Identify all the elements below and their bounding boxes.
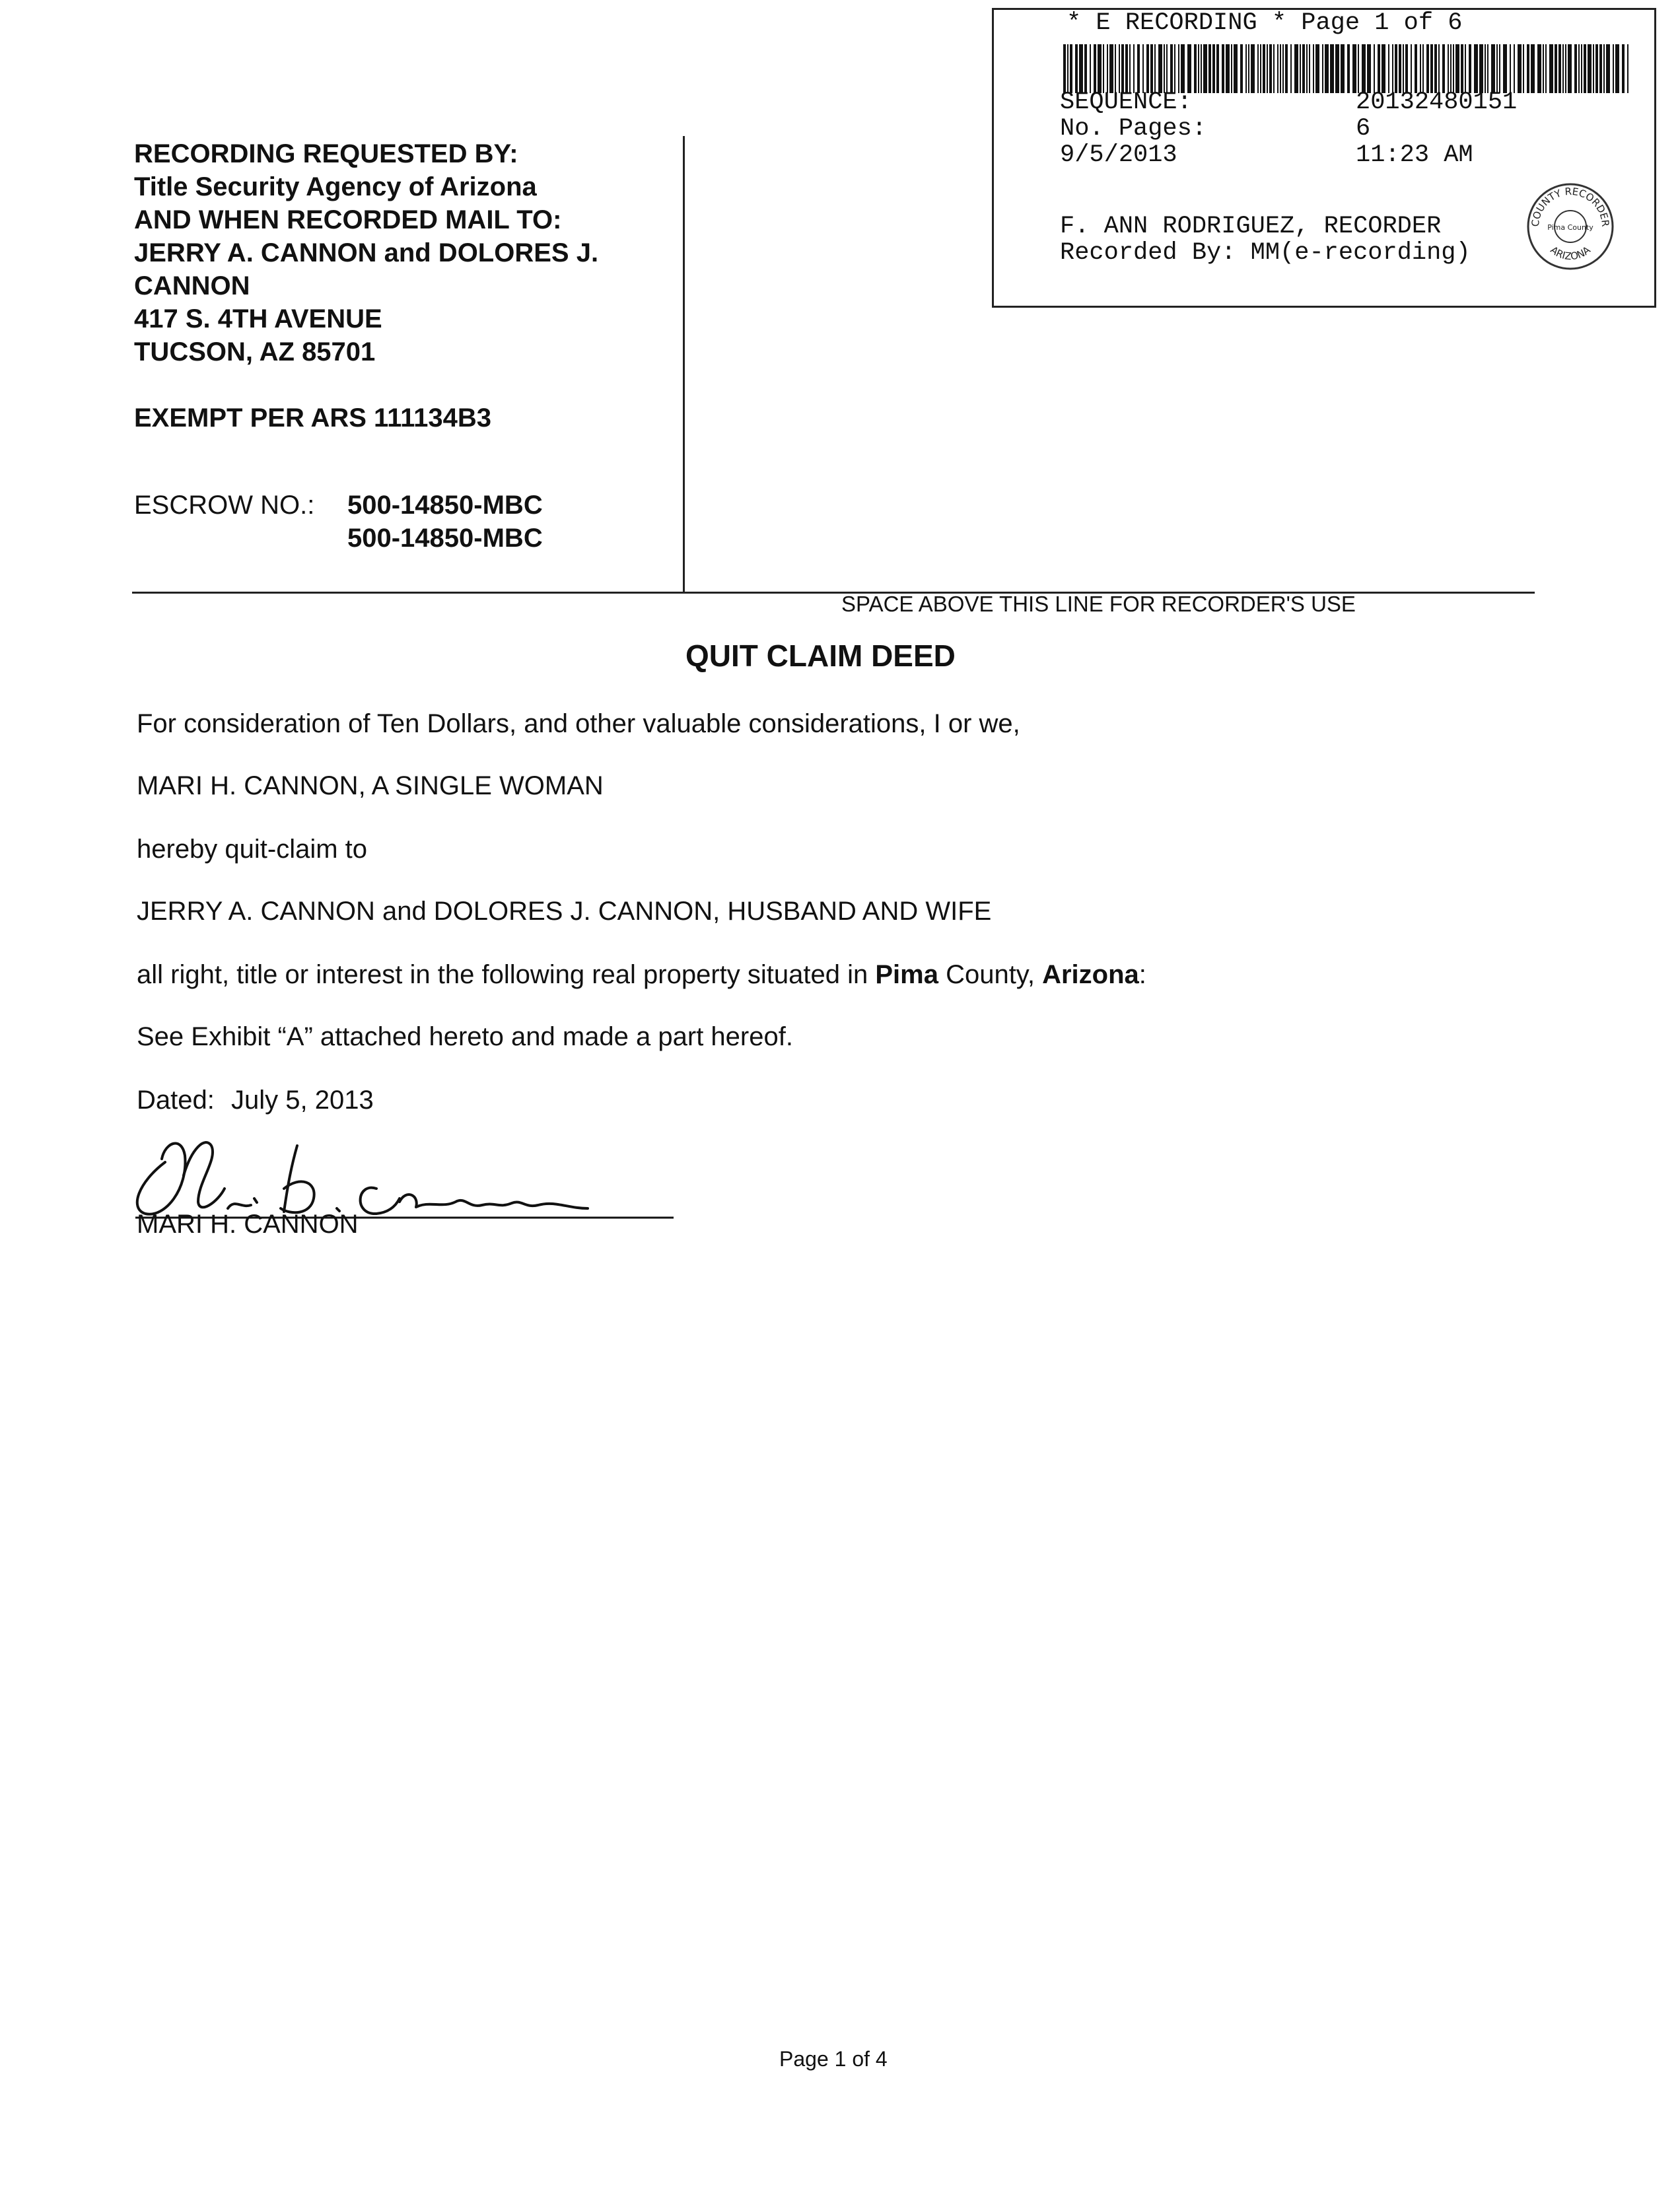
svg-text:COUNTY RECORDER <box>1529 186 1611 227</box>
pages-value: 6 <box>1356 115 1371 143</box>
mail-to-line1: JERRY A. CANNON and DOLORES J. <box>134 238 599 267</box>
property-suffix: : <box>1138 960 1146 989</box>
document-title: QUIT CLAIM DEED <box>685 639 956 673</box>
svg-text:ARIZONA <box>1548 244 1593 262</box>
requested-by-label: RECORDING REQUESTED BY: <box>134 139 518 168</box>
signature-image <box>125 1109 693 1222</box>
record-date: 9/5/2013 <box>1060 141 1177 169</box>
pages-label: No. Pages: <box>1060 115 1207 143</box>
page-number: Page 1 of 4 <box>779 2047 888 2071</box>
mail-to-label: AND WHEN RECORDED MAIL TO: <box>134 205 562 234</box>
requested-by-value: Title Security Agency of Arizona <box>134 172 537 201</box>
property-county: Pima <box>875 960 938 989</box>
header-divider-vertical <box>683 136 685 592</box>
sequence-label: SEQUENCE: <box>1060 88 1192 116</box>
address-line2: TUCSON, AZ 85701 <box>134 337 376 366</box>
signature-name: MARI H. CANNON <box>137 1210 359 1239</box>
sequence-value: 20132480151 <box>1356 88 1518 116</box>
dated-value: July 5, 2013 <box>231 1086 374 1115</box>
county-seal-icon <box>1524 180 1617 273</box>
grantor-text: MARI H. CANNON, A SINGLE WOMAN <box>137 771 604 800</box>
recorded-by: Recorded By: MM(e-recording) <box>1060 239 1471 267</box>
quit-claim-text: hereby quit-claim to <box>137 835 368 864</box>
property-prefix: all right, title or interest in the following real property situated in <box>137 960 876 989</box>
consideration-text: For consideration of Ten Dollars, and other valuable considerations, I or we, <box>137 709 1020 738</box>
property-state: Arizona <box>1042 960 1139 989</box>
dated-label: Dated: <box>137 1086 215 1115</box>
grantees-text: JERRY A. CANNON and DOLORES J. CANNON, HUSBAND AND WIFE <box>137 897 992 926</box>
escrow-number-1: 500-14850-MBC <box>347 491 543 520</box>
recorder-name: F. ANN RODRIGUEZ, RECORDER <box>1060 213 1442 240</box>
stamp-header: * E RECORDING * Page 1 of 6 <box>1067 9 1463 37</box>
seal-top-text: COUNTY RECORDER <box>1529 185 1612 228</box>
recorder-space-note: SPACE ABOVE THIS LINE FOR RECORDER'S USE <box>841 592 1356 616</box>
record-time: 11:23 AM <box>1356 141 1473 169</box>
recording-stamp <box>992 8 1656 308</box>
escrow-label: ESCROW NO.: <box>134 491 315 520</box>
exhibit-text: See Exhibit “A” attached hereto and made a part hereof. <box>137 1022 793 1051</box>
mail-to-line2: CANNON <box>134 271 250 300</box>
property-text <box>137 959 1146 990</box>
exempt-note: EXEMPT PER ARS 111134B3 <box>134 403 492 433</box>
escrow-number-2: 500-14850-MBC <box>347 524 543 553</box>
seal-center-text: Pima County <box>1547 223 1593 232</box>
seal-bottom-text: ARIZONA <box>1548 244 1593 263</box>
barcode-icon <box>1063 44 1631 93</box>
property-mid: County, <box>938 960 1043 989</box>
address-line1: 417 S. 4TH AVENUE <box>134 304 382 333</box>
